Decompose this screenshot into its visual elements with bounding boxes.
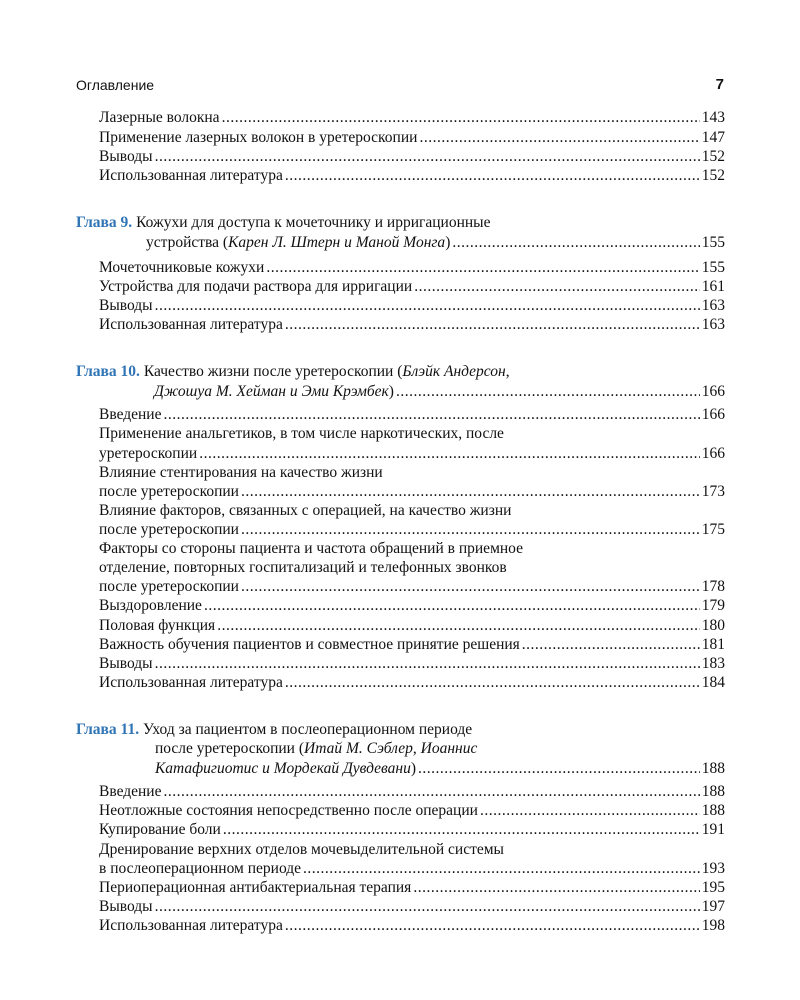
toc-entry[interactable] [99, 782, 725, 802]
chapter-title: Качество жизни после уретероскопии ( [143, 363, 403, 380]
toc-entry[interactable] [99, 635, 725, 655]
dot-leader [241, 482, 700, 502]
dot-leader [419, 128, 699, 148]
toc-entry-page: 181 [701, 636, 725, 653]
toc-entry[interactable] [99, 916, 725, 936]
chapter-label: Глава 9. [76, 214, 133, 231]
toc-entry-page: 147 [701, 129, 725, 146]
chapter-page: 155 [701, 234, 725, 251]
toc-entry-title: Выводы [99, 898, 153, 915]
toc-entry-title: Влияние стентирования на качество жизни [99, 464, 383, 481]
toc-entry[interactable] [99, 258, 725, 278]
dot-leader [223, 820, 700, 840]
toc-entry[interactable] [99, 444, 725, 464]
toc-entry-title: Выводы [99, 655, 153, 672]
toc-entry-title: уретероскопии [99, 445, 198, 462]
toc-entry[interactable] [99, 539, 725, 559]
chapter-11-title-line2[interactable] [155, 739, 477, 759]
toc-entry[interactable] [99, 147, 725, 167]
toc-entry-title: Использованная литература [99, 917, 283, 934]
toc-entry-page: 175 [701, 521, 725, 538]
chapter-10-heading[interactable] [76, 362, 510, 382]
toc-entry[interactable] [99, 596, 725, 616]
chapter-9-title-cont[interactable] [99, 233, 725, 253]
chapter-authors: Итай М. Сэблер [304, 740, 413, 757]
chapter-10-title-cont[interactable] [99, 382, 725, 402]
dot-leader [155, 897, 700, 917]
chapter-title: после уретероскопии ( [155, 740, 305, 757]
toc-entry-page: 183 [701, 655, 725, 672]
toc-entry-page: 173 [701, 483, 725, 500]
toc-entry-title: Использованная литература [99, 167, 283, 184]
toc-entry-title: Применение анальгетиков, в том числе наркотических, после [99, 425, 504, 442]
toc-entry[interactable] [99, 405, 725, 425]
toc-entry-page: 166 [701, 406, 725, 423]
toc-entry-page: 143 [701, 109, 725, 126]
chapter-label: Глава 11. [76, 721, 140, 738]
toc-entry-title: Введение [99, 406, 162, 423]
toc-entry[interactable] [99, 315, 725, 335]
toc-entry-page: 178 [701, 578, 725, 595]
chapter-authors: Блэйк Андерсон [402, 363, 506, 380]
dot-leader [480, 801, 700, 821]
dot-leader [155, 296, 700, 316]
chapter-title: Кожухи для доступа к мочеточнику и ирригационные [136, 214, 491, 231]
chapter-page: 166 [701, 383, 725, 400]
toc-entry-title: Применение лазерных волокон в уретероскопии [99, 129, 418, 146]
toc-entry[interactable] [99, 520, 725, 540]
chapter-title-close: ) [445, 234, 451, 251]
toc-entry-title: после уретероскопии [99, 483, 239, 500]
dot-leader [222, 108, 700, 128]
toc-entry-page: 152 [701, 148, 725, 165]
toc-entry[interactable] [99, 424, 725, 444]
toc-entry-title: Выводы [99, 297, 153, 314]
chapter-title: устройства ( [146, 234, 229, 251]
toc-entry-page: 161 [701, 278, 725, 295]
toc-entry[interactable] [99, 820, 725, 840]
toc-entry[interactable] [99, 558, 725, 578]
chapter-authors: Джошуа М. Хейман и Эми Крэмбек [154, 383, 389, 400]
toc-entry-title: Мочеточниковые кожухи [99, 259, 265, 276]
toc-entry[interactable] [99, 801, 725, 821]
toc-entry-title: после уретероскопии [99, 578, 239, 595]
toc-entry-title: Купирование боли [99, 821, 221, 838]
chapter-title-comma: , [412, 740, 417, 757]
toc-entry[interactable] [99, 501, 725, 521]
chapter-11-title-cont[interactable] [99, 759, 725, 779]
dot-leader [413, 878, 699, 898]
dot-leader [199, 444, 700, 464]
toc-entry-title: Устройства для подачи раствора для ирригации [99, 278, 413, 295]
page-number: 7 [715, 76, 724, 93]
chapter-label: Глава 10. [76, 363, 140, 380]
chapter-11-heading[interactable] [76, 720, 472, 740]
toc-entry-title: отделение, повторных госпитализаций и телефонных звонков [99, 559, 507, 576]
chapter-authors: Катафигиотис и Мордекай Дувдевани [155, 760, 411, 777]
dot-leader [266, 258, 699, 278]
toc-entry-title: Использованная литература [99, 316, 283, 333]
dot-leader [163, 405, 699, 425]
toc-entry[interactable] [99, 296, 725, 316]
toc-entry-title: после уретероскопии [99, 521, 239, 538]
toc-entry-page: 198 [701, 917, 725, 934]
toc-entry[interactable] [99, 166, 725, 186]
toc-entry-title: Влияние факторов, связанных с операцией, на качество жизни [99, 502, 512, 519]
dot-leader [241, 577, 700, 597]
chapter-title-close: ) [388, 383, 394, 400]
dot-leader [303, 859, 700, 879]
toc-entry-page: 191 [701, 821, 725, 838]
toc-entry-page: 188 [701, 802, 725, 819]
toc-entry[interactable] [99, 108, 725, 128]
toc-entry-page: 163 [701, 316, 725, 333]
toc-entry-page: 188 [701, 783, 725, 800]
toc-entry-title: Периоперационная антибактериальная терапия [99, 879, 412, 896]
toc-entry[interactable] [99, 482, 725, 502]
dot-leader [452, 233, 699, 253]
toc-entry-page: 152 [701, 167, 725, 184]
toc-entry[interactable] [99, 128, 725, 148]
dot-leader [285, 673, 700, 693]
toc-entry-title: Выводы [99, 148, 153, 165]
dot-leader [285, 315, 700, 335]
dot-leader [285, 916, 700, 936]
toc-entry[interactable] [99, 878, 725, 898]
toc-entry-title: Дренирование верхних отделов мочевыделительной системы [99, 841, 504, 858]
toc-entry-page: 193 [701, 860, 725, 877]
toc-entry-title: Использованная литература [99, 674, 283, 691]
toc-entry[interactable] [99, 577, 725, 597]
dot-leader [241, 520, 700, 540]
running-head [76, 76, 724, 94]
toc-entry-title: в послеоперационном периоде [99, 860, 302, 877]
toc-entry[interactable] [99, 277, 725, 297]
chapter-page: 188 [701, 760, 725, 777]
dot-leader [163, 782, 699, 802]
dot-leader [522, 635, 700, 655]
toc-entry[interactable] [99, 897, 725, 917]
toc-entry-title: Введение [99, 783, 162, 800]
chapter-title-comma: , [505, 363, 510, 380]
toc-entry-page: 197 [701, 898, 725, 915]
toc-entry[interactable] [99, 673, 725, 693]
dot-leader [204, 596, 700, 616]
toc-entry-title: Выздоровление [99, 597, 202, 614]
page-title: Оглавление [76, 77, 155, 93]
toc-entry[interactable] [99, 463, 725, 483]
chapter-9-heading[interactable] [76, 213, 490, 233]
toc-entry[interactable] [99, 840, 725, 860]
toc-entry-page: 184 [701, 674, 725, 691]
chapter-authors: Карен Л. Штерн и Маной Монга [228, 234, 446, 251]
dot-leader [396, 382, 700, 402]
toc-entry-page: 179 [701, 597, 725, 614]
toc-entry-page: 163 [701, 297, 725, 314]
toc-entry-page: 166 [701, 445, 725, 462]
toc-entry[interactable] [99, 859, 725, 879]
dot-leader [418, 759, 700, 779]
toc-entry-title: Неотложные состояния непосредственно после операции [99, 802, 478, 819]
toc-entry-title: Важность обучения пациентов и совместное принятие решения [99, 636, 520, 653]
chapter-authors: Иоаннис [420, 740, 478, 757]
dot-leader [155, 147, 700, 167]
toc-entry-title: Лазерные волокна [99, 109, 220, 126]
toc-entry-page: 180 [701, 617, 725, 634]
chapter-title: Уход за пациентом в послеоперационном периоде [142, 721, 473, 738]
dot-leader [155, 654, 700, 674]
dot-leader [285, 166, 700, 186]
dot-leader [414, 277, 700, 297]
toc-entry-page: 155 [701, 259, 725, 276]
dot-leader [217, 616, 700, 636]
chapter-title-close: ) [410, 760, 417, 777]
toc-entry[interactable] [99, 616, 725, 636]
toc-entry-page: 195 [701, 879, 725, 896]
toc-entry-title: Факторы со стороны пациента и частота обращений в приемное [99, 540, 523, 557]
toc-entry-title: Половая функция [99, 617, 216, 634]
toc-entry[interactable] [99, 654, 725, 674]
